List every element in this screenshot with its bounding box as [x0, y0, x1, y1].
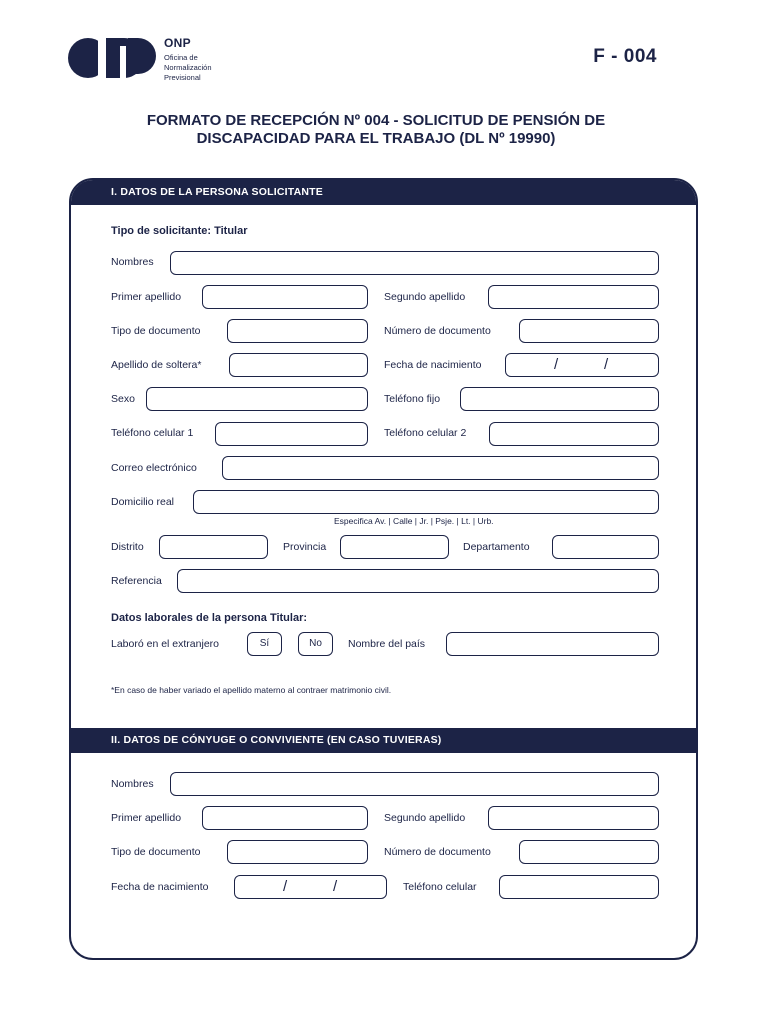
domicilio-field[interactable]	[193, 490, 659, 514]
fecha-nacimiento-label: Fecha de nacimiento	[384, 359, 482, 371]
nombres-label: Nombres	[111, 256, 154, 268]
telefono-fijo-field[interactable]	[460, 387, 659, 411]
nombre-pais-label: Nombre del país	[348, 638, 426, 650]
option-si-checkbox[interactable]: Sí	[247, 632, 282, 656]
conyuge-fecha-nacimiento-field[interactable]	[234, 875, 387, 899]
referencia-field[interactable]	[177, 569, 659, 593]
section-1-heading: I. DATOS DE LA PERSONA SOLICITANTE	[71, 180, 696, 205]
telefono-fijo-label: Teléfono fijo	[384, 393, 441, 405]
conyuge-segundo-apellido-label: Segundo apellido	[384, 812, 466, 824]
domicilio-hint: Especifica Av. | Calle | Jr. | Psje. | Lt. | Urb.	[334, 516, 494, 526]
date-separator: /	[333, 878, 338, 895]
conyuge-nombres-field[interactable]	[170, 772, 659, 796]
sexo-label: Sexo	[111, 393, 135, 405]
logo-text	[164, 37, 212, 83]
numero-documento-field[interactable]	[519, 319, 659, 343]
telefono-celular-2-label: Teléfono celular 2	[384, 427, 467, 439]
title-line-2: DISCAPACIDAD PARA EL TRABAJO (DL Nº 19990)	[196, 130, 556, 147]
form-card	[69, 178, 698, 960]
segundo-apellido-label: Segundo apellido	[384, 291, 466, 303]
date-separator: /	[604, 356, 609, 373]
laboral-heading: Datos laborales de la persona Titular:	[111, 612, 308, 624]
nombre-pais-field[interactable]	[446, 632, 659, 656]
numero-documento-label: Número de documento	[384, 325, 491, 337]
conyuge-numero-documento-label: Número de documento	[384, 846, 491, 858]
conyuge-telefono-celular-label: Teléfono celular	[403, 881, 477, 893]
domicilio-label: Domicilio real	[111, 496, 175, 508]
correo-field[interactable]	[222, 456, 659, 480]
distrito-label: Distrito	[111, 541, 144, 553]
logo-title: ONP	[164, 36, 191, 50]
conyuge-tipo-documento-field[interactable]	[227, 840, 368, 864]
tipo-documento-label: Tipo de documento	[111, 325, 201, 337]
conyuge-tipo-documento-label: Tipo de documento	[111, 846, 201, 858]
fecha-nacimiento-field[interactable]	[505, 353, 659, 377]
segundo-apellido-field[interactable]	[488, 285, 659, 309]
referencia-label: Referencia	[111, 575, 162, 587]
date-separator: /	[554, 356, 559, 373]
title-line-1: FORMATO DE RECEPCIÓN Nº 004 - SOLICITUD DE PENSIÓN DE	[146, 112, 606, 129]
departamento-label: Departamento	[463, 541, 530, 553]
sexo-field[interactable]	[146, 387, 368, 411]
applicant-type-label: Tipo de solicitante: Titular	[111, 225, 248, 237]
conyuge-numero-documento-field[interactable]	[519, 840, 659, 864]
page-title	[0, 112, 752, 148]
form-code: F - 004	[593, 46, 657, 67]
telefono-celular-1-label: Teléfono celular 1	[111, 427, 194, 439]
option-no-checkbox[interactable]: No	[298, 632, 333, 656]
conyuge-primer-apellido-label: Primer apellido	[111, 812, 182, 824]
laboro-extranjero-label: Laboró en el extranjero	[111, 638, 219, 650]
nombres-field[interactable]	[170, 251, 659, 275]
logo-subtitle-1: Oficina de	[164, 53, 198, 62]
primer-apellido-label: Primer apellido	[111, 291, 182, 303]
conyuge-fecha-nacimiento-label: Fecha de nacimiento	[111, 881, 209, 893]
section-2-heading: II. DATOS DE CÓNYUGE O CONVIVIENTE (EN CASO TUVIERAS)	[71, 728, 696, 753]
telefono-celular-1-field[interactable]	[215, 422, 368, 446]
date-separator: /	[283, 878, 288, 895]
provincia-label: Provincia	[283, 541, 327, 553]
conyuge-telefono-celular-field[interactable]	[499, 875, 659, 899]
correo-label: Correo electrónico	[111, 462, 197, 474]
provincia-field[interactable]	[340, 535, 449, 559]
apellido-soltera-field[interactable]	[229, 353, 368, 377]
conyuge-primer-apellido-field[interactable]	[202, 806, 368, 830]
primer-apellido-field[interactable]	[202, 285, 368, 309]
logo-subtitle-3: Previsional	[164, 73, 201, 82]
distrito-field[interactable]	[159, 535, 268, 559]
departamento-field[interactable]	[552, 535, 659, 559]
apellido-soltera-label: Apellido de soltera*	[111, 359, 202, 371]
onp-logo-icon	[68, 38, 156, 78]
telefono-celular-2-field[interactable]	[489, 422, 659, 446]
footnote: *En caso de haber variado el apellido materno al contraer matrimonio civil.	[111, 685, 392, 695]
logo-subtitle-2: Normalización	[164, 63, 212, 72]
tipo-documento-field[interactable]	[227, 319, 368, 343]
conyuge-segundo-apellido-field[interactable]	[488, 806, 659, 830]
conyuge-nombres-label: Nombres	[111, 778, 154, 790]
